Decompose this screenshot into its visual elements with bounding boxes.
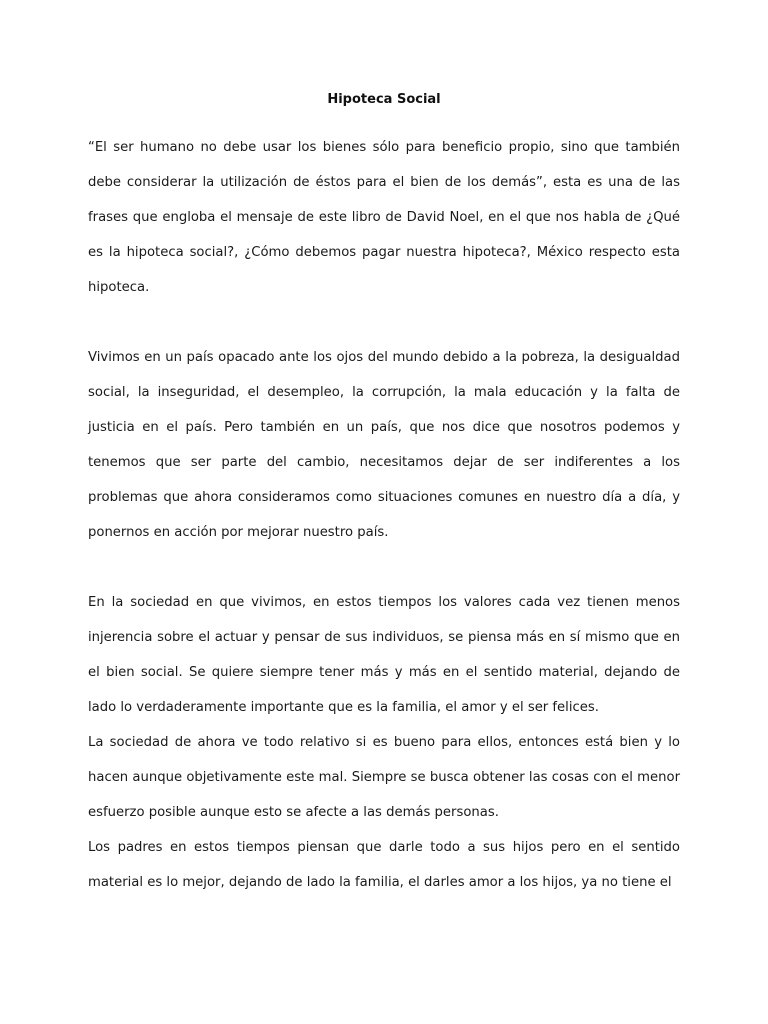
document-title: Hipoteca Social — [327, 92, 441, 107]
paragraph-4: La sociedad de ahora ve todo relativo si es bueno para ellos, entonces está bien y lo hacen aunque objetivamente este mal. Siempre se busca obtener las cosas con el menor esfuerzo posible aunque esto se afecte a las demás personas. — [88, 735, 680, 820]
paragraph-5: Los padres en estos tiempos piensan que darle todo a sus hijos pero en el sentido material es lo mejor, dejando de lado la familia, el darles amor a los hijos, ya no tiene el — [88, 840, 680, 890]
paragraph-3: En la sociedad en que vivimos, en estos tiempos los valores cada vez tienen menos injerencia sobre el actuar y pensar de sus individuos, se piensa más en sí mismo que en el bien social. Se quiere siempre tener más y más en el sentido material, dejando de lado lo verdaderamente importante que es la familia, el amor y el ser felices. — [88, 595, 680, 715]
paragraph-1: “El ser humano no debe usar los bienes sólo para beneficio propio, sino que también debe considerar la utilización de éstos para el bien de los demás”, esta es una de las frases que engloba el mensaje de este libro de David Noel, en el que nos habla de ¿Qué es la hipoteca social?, ¿Cómo debemos pagar nuestra hipoteca?, México respecto esta hipoteca. — [88, 140, 680, 295]
paragraph-2: Vivimos en un país opacado ante los ojos del mundo debido a la pobreza, la desigualdad social, la inseguridad, el desempleo, la corrupción, la mala educación y la falta de justicia en el país. Pero también en un país, que nos dice que nosotros podemos y tenemos que ser parte del cambio, necesitamos dejar de ser indiferentes a los problemas que ahora consideramos como situaciones comunes en nuestro día a día, y ponernos en acción por mejorar nuestro país. — [88, 350, 680, 540]
